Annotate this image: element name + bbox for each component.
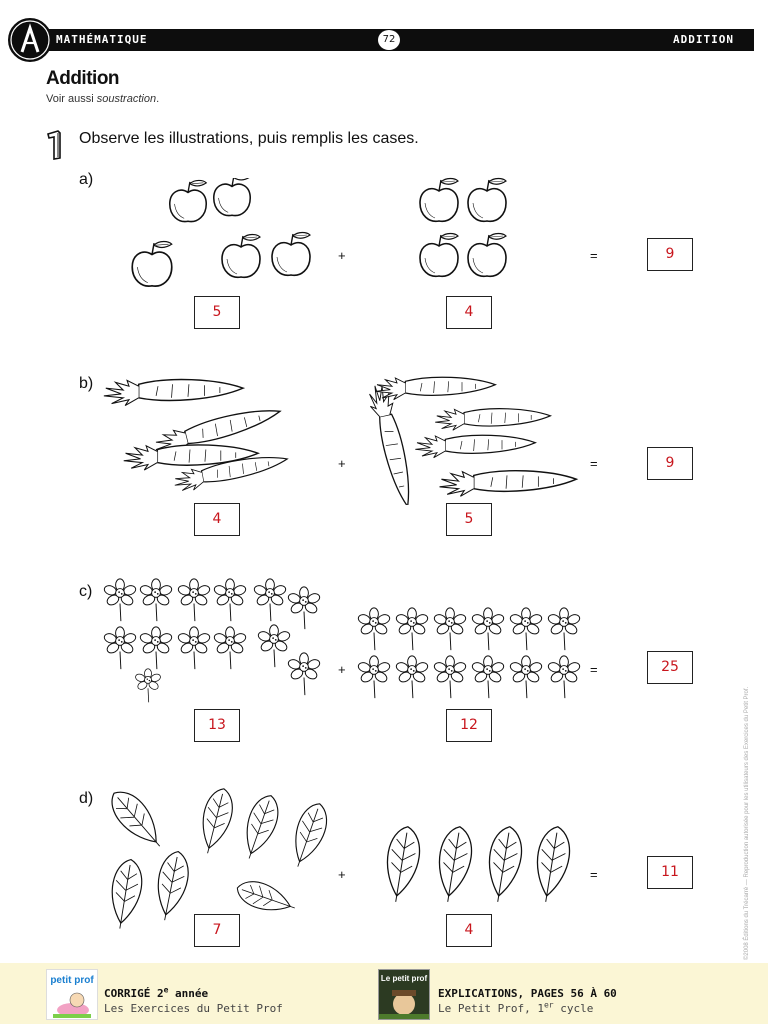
answer-box-right[interactable]: 12 bbox=[446, 709, 492, 742]
thumb-left-title: petit prof bbox=[50, 975, 94, 986]
item-letter: d) bbox=[79, 790, 94, 807]
copyright-note: ©2008 Éditions du Trécarré — Reproduction autorisée pour les utilisateurs des Exercices du Petit Prof. bbox=[744, 686, 750, 960]
answer-box-left[interactable]: 4 bbox=[194, 503, 240, 536]
item-letter: c) bbox=[79, 583, 93, 600]
page-title: Addition bbox=[46, 68, 120, 89]
answer-box-total[interactable]: 9 bbox=[647, 447, 693, 480]
see-also-note bbox=[46, 93, 159, 105]
plus-sign: + bbox=[338, 662, 346, 677]
flower-icon bbox=[356, 607, 586, 702]
answer-box-right[interactable]: 4 bbox=[446, 914, 492, 947]
item-letter: b) bbox=[79, 375, 94, 392]
book-cover-thumbnail[interactable] bbox=[46, 969, 98, 1020]
footer-right-subtitle-a: Le Petit Prof, 1 bbox=[438, 1002, 544, 1015]
carrot-icon bbox=[362, 370, 582, 505]
apple-icon bbox=[414, 170, 524, 290]
footer-left-title-a: CORRIGÉ 2 bbox=[104, 987, 164, 1000]
answer-box-total[interactable]: 25 bbox=[647, 651, 693, 684]
exercise-number bbox=[44, 128, 66, 160]
equals-sign: = bbox=[590, 456, 598, 471]
see-also-prefix: Voir aussi bbox=[46, 93, 97, 105]
page-number: 72 bbox=[378, 30, 400, 50]
subject-label: MATHÉMATIQUE bbox=[56, 33, 148, 46]
logo-icon bbox=[8, 18, 52, 62]
footer-right-title: EXPLICATIONS, PAGES 56 À 60 bbox=[438, 987, 617, 1000]
answer-box-total[interactable]: 9 bbox=[647, 238, 693, 271]
carrot-icon bbox=[100, 372, 295, 502]
equals-sign: = bbox=[590, 867, 598, 882]
flower-icon bbox=[102, 578, 327, 703]
footer-left-title bbox=[104, 987, 208, 1000]
answer-box-right[interactable]: 5 bbox=[446, 503, 492, 536]
equals-sign: = bbox=[590, 662, 598, 677]
thumb-right-title: Le petit prof bbox=[380, 974, 428, 983]
plus-sign: + bbox=[338, 248, 346, 263]
item-letter: a) bbox=[79, 171, 94, 188]
topic-label: ADDITION bbox=[673, 33, 734, 46]
plus-sign: + bbox=[338, 867, 346, 882]
instruction-text: Observe les illustrations, puis remplis les cases. bbox=[79, 130, 419, 147]
footer-right-subtitle-b: cycle bbox=[553, 1002, 594, 1015]
footer-right-subtitle-sup: er bbox=[543, 1000, 554, 1010]
see-also-suffix: . bbox=[156, 93, 160, 105]
answer-box-right[interactable]: 4 bbox=[446, 296, 492, 329]
apple-icon bbox=[126, 178, 336, 293]
footer-left-subtitle: Les Exercices du Petit Prof bbox=[104, 1002, 283, 1015]
leaf-icon bbox=[376, 816, 576, 916]
see-also-link: soustraction bbox=[96, 93, 157, 105]
answer-box-left[interactable]: 5 bbox=[194, 296, 240, 329]
plus-sign: + bbox=[338, 456, 346, 471]
answer-box-left[interactable]: 13 bbox=[194, 709, 240, 742]
answer-box-total[interactable]: 11 bbox=[647, 856, 693, 889]
footer-left-title-sup: e bbox=[163, 985, 169, 995]
book-cover-thumbnail[interactable] bbox=[378, 969, 430, 1020]
footer-left-title-b: année bbox=[168, 987, 209, 1000]
footer-right-subtitle bbox=[438, 1002, 593, 1015]
equals-sign: = bbox=[590, 248, 598, 263]
answer-box-left[interactable]: 7 bbox=[194, 914, 240, 947]
